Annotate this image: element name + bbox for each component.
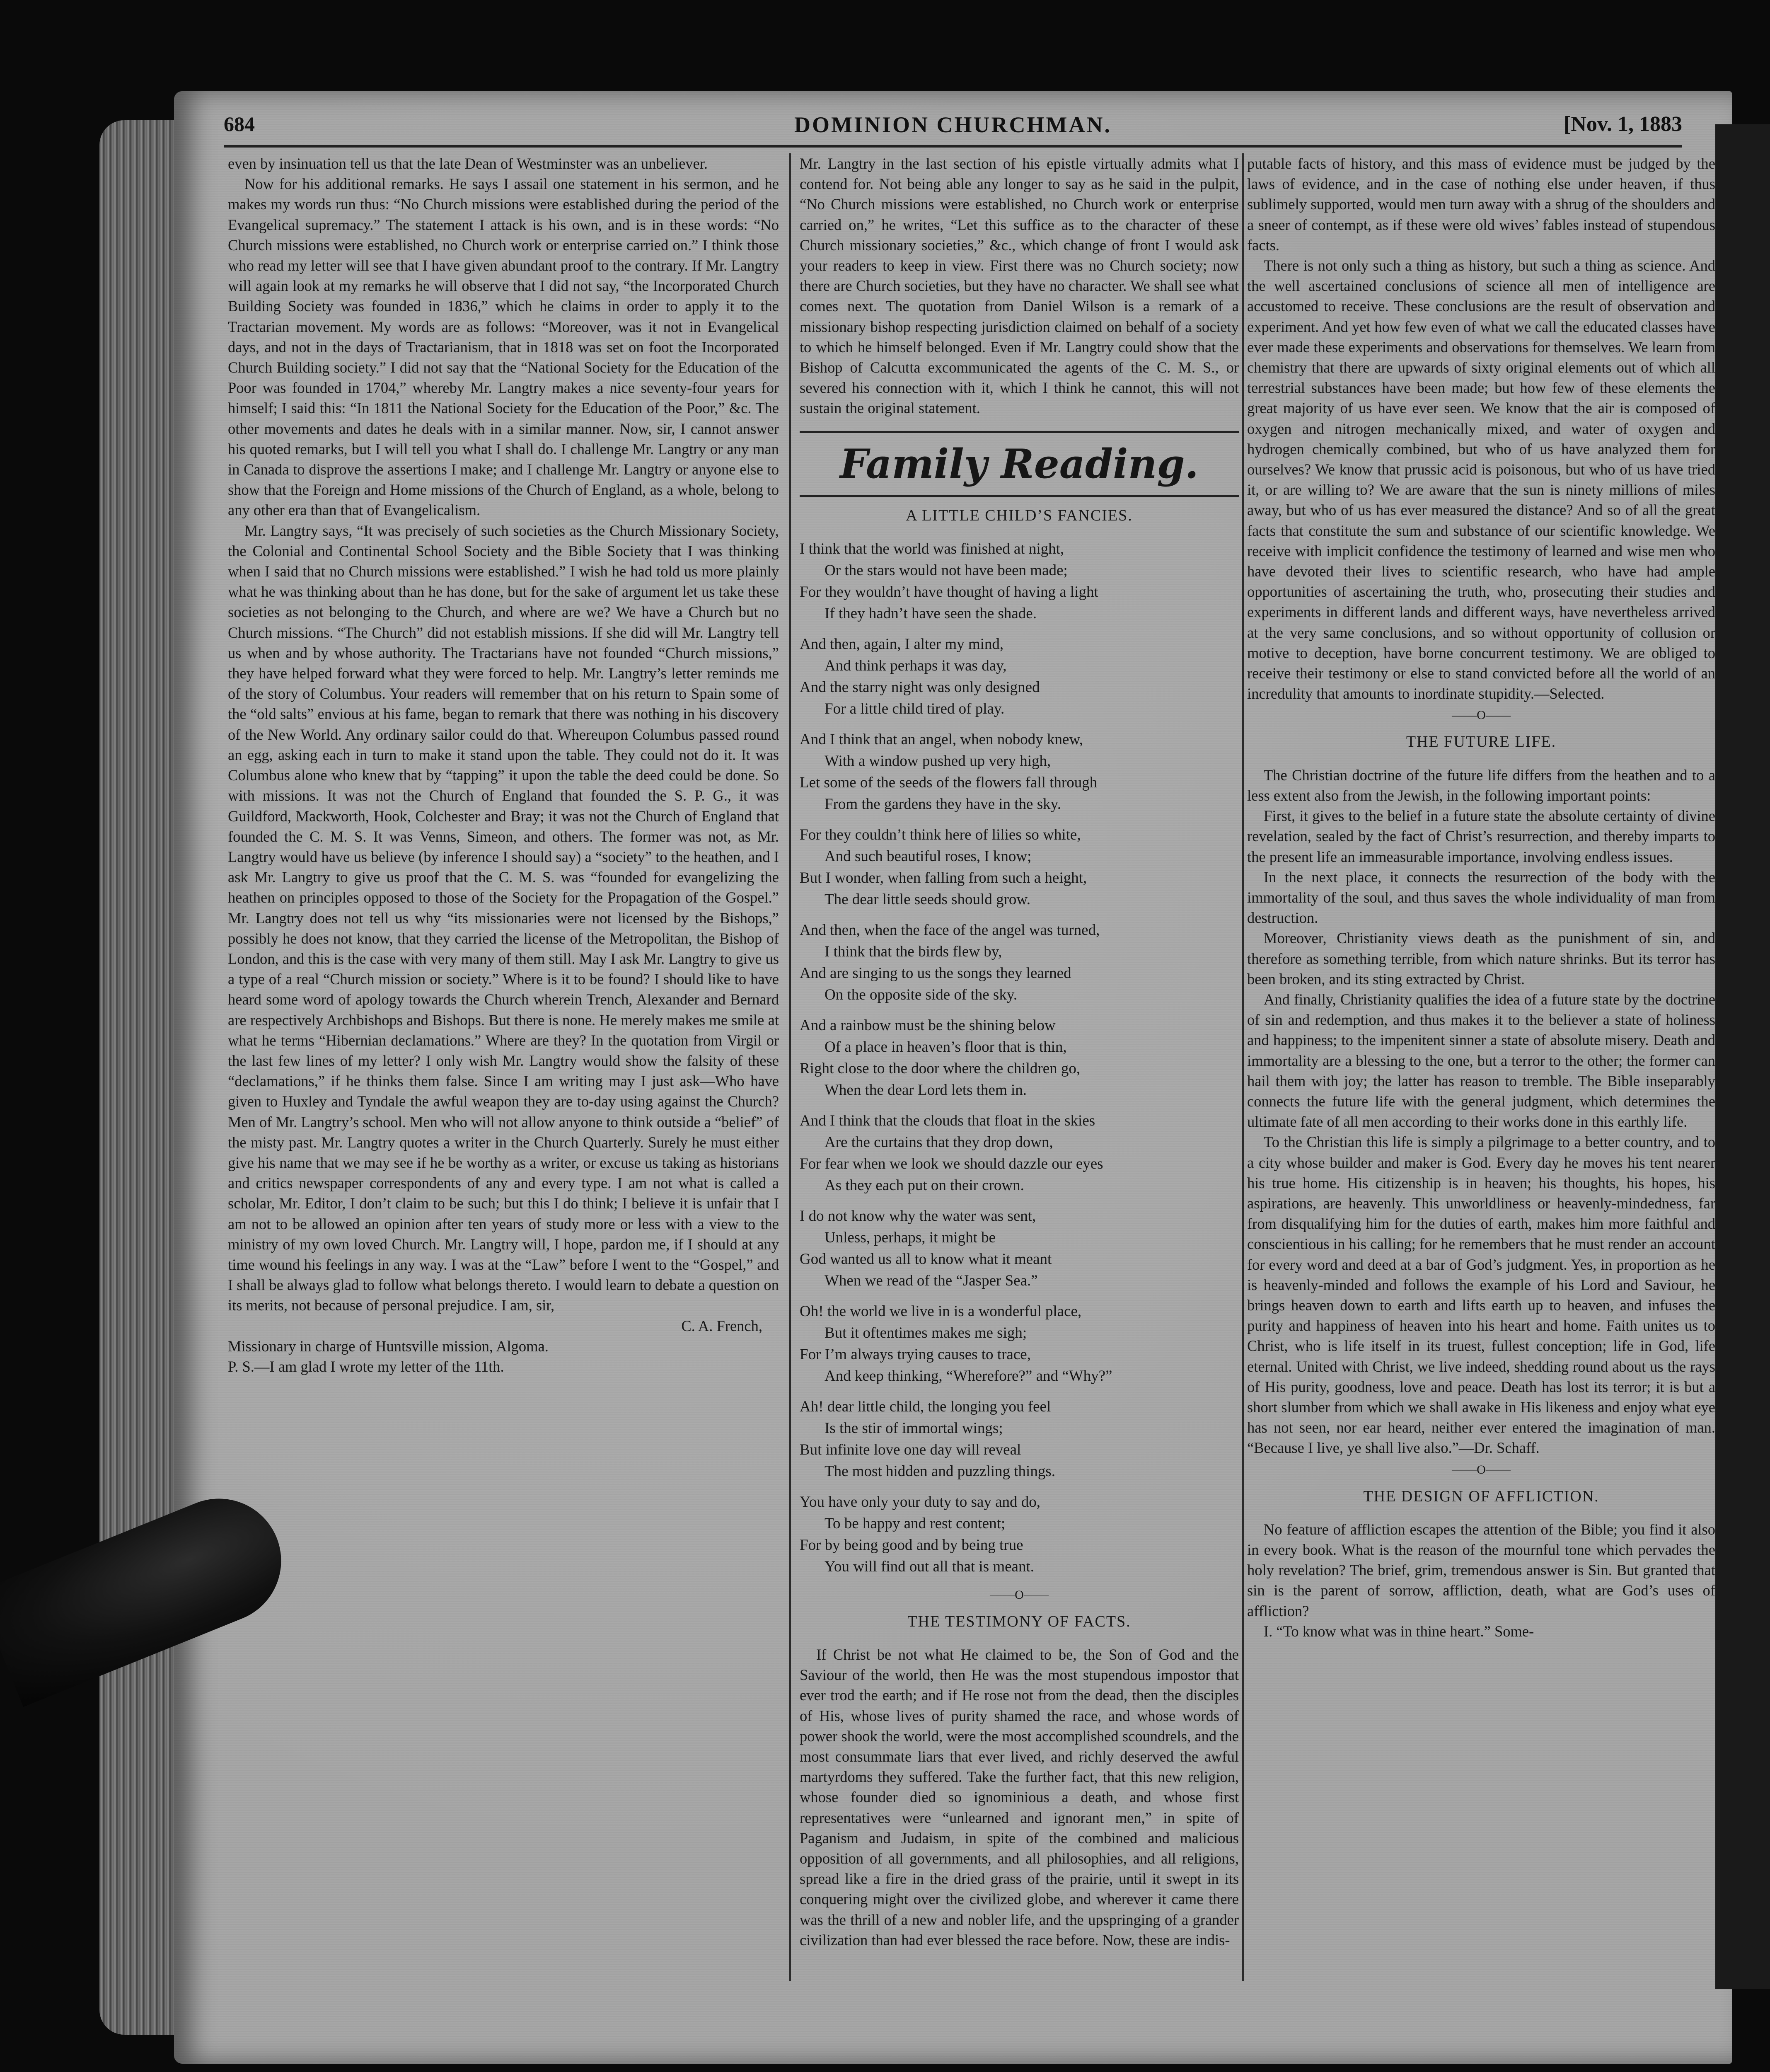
poem-line: But it oftentimes makes me sigh; — [825, 1324, 1027, 1341]
poem-line: For I’m always trying causes to trace, — [800, 1346, 1031, 1363]
divider: ——O—— — [1452, 708, 1511, 722]
poem-line: On the opposite side of the sky. — [825, 986, 1018, 1003]
paragraph: There is not only such a thing as history, but such a thing as science. And the well ascertained conclusions of science all men of intelligence are accustomed to receive. These conclusions are the result of observation and experiment. And yet how few even of what we call the educated classes have ever made these experiments and observations for themselves. We learn from chemistry that there are upwards of sixty original elements out of which all terrestrial substances have been made; but how few of these elements the great majority of us have ever seen. We know that the air is composed of oxygen and nitrogen mechanically mixed, and water of oxygen and hydrogen chemically combined, but who of us have analyzed them for ourselves? We know that prussic acid is poisonous, but who of us have tried it, or are willing to? We are aware that the sun is ninety millions of miles away, but who of us has ever measured the distance? And so of all the great facts that constitute the sum and substance of our scientific knowledge. We receive with implicit confidence the testimony of learned and wise men who have devoted their lives to scientific research, who have had ample opportunities of ascertaining the truth, who, prosecuting their studies and experiments in different lands and different ways, have nevertheless arrived at the very same conclusions, and so without opportunity of collusion or motive to deception, have borne concurrent testimony. We are obliged to receive their testimony or else to stand convicted before all the world of an incredulity that amounts to inordinate stupidity.—Selected. — [1247, 257, 1715, 702]
postscript: P. S.—I am glad I wrote my letter of the 11th. — [228, 1358, 504, 1375]
poem-line: And a rainbow must be the shining below — [800, 1017, 1056, 1034]
poem-stanza — [800, 1205, 1239, 1292]
poem-line: From the gardens they have in the sky. — [825, 795, 1061, 813]
paragraph: I. “To know what was in thine heart.” Some- — [1264, 1622, 1534, 1640]
paragraph: To the Christian this life is simply a pilgrimage to a better country, and to a city whose builder and maker is God. Every day he moves his tent nearer his true home. His citizenship is in heaven; his thoughts, his hopes, his aspirations, are heavenly. This unworldliness or heavenly-mindedness, far from disqualifying him for the duties of earth, makes him more faithful and conscientious in his calling; for he remembers that he must render an account for every word and deed at a bar of God’s judgment. Yes, in proportion as he is heavenly-minded and follows the example of his Lord and Saviour, he brings heaven down to earth and lifts earth up to heaven, and infuses the purity and happiness of heaven into his heart and home. Faith unites us to Christ, who is life itself in its truest, fullest conception; life in God, life eternal. United with Christ, we live indeed, shedding round about us the rays of His purity, goodness, love and peace. Death has lost its terror; it is but a short slumber from which we shall awake in His likeness and enjoy what eye has not seen, nor ear heard, neither ever entered the imagination of man. “Because I live, ye shall live also.”—Dr. Schaff. — [1247, 1133, 1715, 1457]
poem-line: And then, when the face of the angel was turned, — [800, 921, 1100, 939]
poem-line: And I think that the clouds that float in the skies — [800, 1112, 1095, 1129]
poem-line: Let some of the seeds of the flowers fall through — [800, 774, 1098, 791]
poem-line: For by being good and by being true — [800, 1536, 1023, 1554]
poem-line: The most hidden and puzzling things. — [825, 1462, 1055, 1480]
poem-line: When the dear Lord lets them in. — [825, 1081, 1027, 1099]
masthead: DOMINION CHURCHMAN. — [794, 112, 1112, 137]
paragraph: If Christ be not what He claimed to be, the Son of God and the Saviour of the world, then He was the most stupendous impostor that ever trod the earth; and if He rose not from the dead, then the disciples of His, whose lives of purity shamed the race, and whose words of power shook the world, were the most accomplished scoundrels, and the most consummate liars that ever lived, and richly deserved the awful martyrdoms they suffered. Take the further fact, that this new religion, whose founder died so ignominious a death, and whose first representatives were “unlearned and ignorant men,” in spite of Paganism and Judaism, in spite of the combined and malicious opposition of all governments, and all philosophies, and all religions, spread like a fire in the dried grass of the prairie, until it swept in its conquering might over the civilized globe, and wherever it came there was the thrill of a new and nobler life, and the upspringing of a grander civilization than had ever blessed the race before. Now, these are indis- — [800, 1646, 1239, 1949]
poem-line: Are the curtains that they drop down, — [825, 1133, 1053, 1151]
paragraph: Now for his additional remarks. He says I assail one statement in his sermon, and he makes my words run thus: “No Church missions were established during the period of the Evangelical supremacy.” The statement I attack is his own, and is in these words: “No Church missions were established, no Church work or enterprise carried on.” I think those who read my letter will see that I have given abundant proof to the contrary. If Mr. Langtry will again look at my remarks he will observe that I did not say, “the Incorporated Church Building Society was founded in 1836,” which he claims in order to apply it to the Tractarian movement. My words are as follows: “Moreover, was it not in Evangelical days, and not in the days of Tractarianism, that in 1818 was set on foot the Incorporated Church Building society.” I did not say that the “National Society for the Education of the Poor was founded in 1704,” whereby Mr. Langtry makes a nice seventy-four years for himself; I said this: “In 1811 the National Society for the Education of the Poor,” &c. The other movements and dates he deals with in a similar manner. Now, sir, I cannot answer his quoted remarks, but I will tell you what I shall do. I challenge Mr. Langtry or any man in Canada to disprove the assertions I make; and I challenge Mr. Langtry or anyone else to show that the Foreign and Home missions of the Church of England, as a whole, belong to any other era than that of Evangelicalism. — [228, 175, 779, 519]
poem-line: And I think that an angel, when nobody knew, — [800, 731, 1083, 748]
poem — [800, 538, 1239, 1578]
poem-line: I think that the world was finished at night, — [800, 540, 1064, 557]
poem-line: I think that the birds flew by, — [825, 943, 1002, 960]
page-number: 684 — [224, 112, 255, 136]
poem-stanza — [800, 824, 1239, 910]
paragraph: No feature of affliction escapes the attention of the Bible; you find it also in every book. What is the reason of the mournful tone which pervades the holy revelation? The brief, grim, tremendous answer is Sin. But granted that sin is the parent of sorrow, affliction, death, what are God’s uses of affliction? — [1247, 1520, 1715, 1619]
article-title: THE FUTURE LIFE. — [1406, 733, 1557, 751]
poem-line: But infinite love one day will reveal — [800, 1441, 1021, 1458]
column-middle — [800, 153, 1239, 1985]
header-rule — [224, 145, 1682, 148]
poem-line: Of a place in heaven’s floor that is thin, — [825, 1038, 1067, 1055]
poem-line: For they couldn’t think here of lilies so white, — [800, 826, 1081, 843]
divider: ——O—— — [990, 1588, 1049, 1602]
paragraph: First, it gives to the belief in a future state the absolute certainty of divine revelation, sealed by the fact of Christ’s resurrection, and thereby imparts to the present life an immeasurable importance, involving endless issues. — [1247, 807, 1715, 865]
poem-line: The dear little seeds should grow. — [825, 891, 1030, 908]
poem-line: And keep thinking, “Wherefore?” and “Why?” — [825, 1367, 1112, 1385]
poem-line: When we read of the “Jasper Sea.” — [825, 1272, 1038, 1289]
poem-stanza — [800, 1301, 1239, 1387]
poem-line: And think perhaps it was day, — [825, 657, 1007, 674]
paragraph: even by insinuation tell us that the late Dean of Westminster was an unbeliever. — [228, 155, 708, 172]
poem-line: To be happy and rest content; — [825, 1515, 1006, 1532]
poem-line: But I wonder, when falling from such a height, — [800, 869, 1087, 886]
poem-line: If they hadn’t have seen the shade. — [825, 605, 1037, 622]
poem-line: Right close to the door where the children go, — [800, 1060, 1081, 1077]
poem-line: And such beautiful roses, I know; — [825, 847, 1032, 865]
poem-stanza — [800, 1015, 1239, 1101]
divider: ——O—— — [1452, 1462, 1511, 1477]
poem-line: As they each put on their crown. — [825, 1176, 1024, 1194]
page-header — [224, 108, 1682, 145]
poem-line: God wanted us all to know what it meant — [800, 1250, 1052, 1268]
column-rule — [1242, 153, 1244, 1981]
paragraph: Mr. Langtry in the last section of his epistle virtually admits what I contend for. Not being able any longer to say as he said in the pulpit, “No Church missions were established, no Church work or enterprise carried on,” he writes, “Let this suffice as to the character of these Church missionary societies,” &c., which change of front I would ask your readers to keep in view. First there was no Church society; now there are Church societies, but they have no character. We shall see what comes next. The quotation from Daniel Wilson is a remark of a missionary bishop respecting jurisdiction claimed on behalf of a society to which he himself belonged. Even if Mr. Langtry could show that the Bishop of Calcutta excommunicated the agents of the C. M. S., or severed his connection with it, which I think he cannot, this will not sustain the original statement. — [800, 155, 1239, 417]
paragraph: The Christian doctrine of the future life differs from the heathen and to a less extent also from the Jewish, in the following important points: — [1247, 766, 1715, 804]
article-title: THE TESTIMONY OF FACTS. — [907, 1612, 1131, 1630]
section-title: Family Reading. — [800, 431, 1239, 497]
poem-stanza — [800, 634, 1239, 720]
book-gutter — [1715, 124, 1770, 1989]
issue-date: [Nov. 1, 1883 — [1564, 112, 1682, 136]
column-letter — [228, 153, 779, 1985]
column-right — [1247, 153, 1715, 1985]
poem-line: You have only your duty to say and do, — [800, 1493, 1041, 1510]
article-title: THE DESIGN OF AFFLICTION. — [1363, 1487, 1599, 1505]
poem-stanza — [800, 1396, 1239, 1482]
poem-line: For a little child tired of play. — [825, 700, 1005, 717]
paragraph: putable facts of history, and this mass of evidence must be judged by the laws of evidence, and in the case of nothing else under heaven, if thus sublimely supported, would men turn away with a shrug of the shoulders and a sneer of contempt, as if these were old wives’ fables instead of stupendous facts. — [1247, 155, 1715, 254]
poem-line: Unless, perhaps, it might be — [825, 1229, 996, 1246]
signature: C. A. French, — [681, 1317, 762, 1334]
poem-line: And then, again, I alter my mind, — [800, 635, 1004, 653]
poem-line: Oh! the world we live in is a wonderful place, — [800, 1302, 1082, 1320]
paragraph: Mr. Langtry says, “It was precisely of such societies as the Church Missionary Society, the Colonial and Continental School Society and the Bible Society that I was thinking when I said that no Church missions were established.” I wish he had told us more plainly what he was thinking about than he has done, but for the sake of argument let us take these societies as not belonging to the Church, and where are we? We have a Church but no Church missions. “The Church” did not establish missions. If she did will Mr. Langtry tell us when and by whose authority. The Tractarians have not founded “Church missions,” they have helped forward what they were forced to help. Mr. Langtry’s letter reminds me of the story of Columbus. Your readers will remember that on his return to Spain some of the “old salts” envious at his fame, began to remark that there was nothing in his discovery of the New World. Any ordinary sailor could do that. Whereupon Columbus passed round an egg, asking each in turn to make it stand upon the table. They could not do it. It was Columbus alone who knew that by “tapping” it upon the table the deed could be done. So with missions. It was not the Church of England that founded the S. P. G., it was Guildford, Mackworth, Hook, Colchester and Bray; it was not the Church of England that founded the C. M. S. It was Venns, Simeon, and others. The former was not, as Mr. Langtry would have us believe (by inference I should say) a “society” to the heathen, and I ask Mr. Langtry to give us proof that the C. M. S. was “founded for evangelizing the heathen on principles opposed to those of the Society for the Propagation of the Gospel.” Mr. Langtry does not tell us why “its missionaries were not licensed by the Bishops,” possibly he does not know, that they carried the license of the Metropolitan, the Bishop of London, and this is the case with very many of them still. May I ask Mr. Langtry to give us a type of a real “Church mission or society.” Where is it to be found? I should like to have heard some word of apology towards the Church wherein Trench, Alexander and Bernard are respectively Archbishops and Bishops. But there is none. He merely makes me smile at what he terms “Hibernian declamations.” Where are they? In the quotation from Virgil or the last few lines of my letter? I only wish Mr. Langtry would show the falsity of these “declamations,” if he thinks them false. Since I am writing may I just ask—Who have given to Huxley and Tyndale the awful weapon they are to-day using against the Church? Men of Mr. Langtry’s school. Men who will not allow anyone to think outside a “belief” of the misty past. Mr. Langtry quotes a writer in the Church Quarterly. Surely he must either give his name that we may see if he be worthy as a writer, or excuse us taking as historians and critics newspaper correspondents of any and every type. I am not what is called a scholar, Mr. Editor, I don’t claim to be such; but this I do think; I believe it is unfair that I am not to be allowed an opinion after ten years of study more or less with a view to the ministry of my own loved Church. Mr. Langtry will, I hope, pardon me, if I should at any time wound his feelings in any way. I was at the “Law” before I went to the “Gospel,” and I shall be always glad to follow what belongs thereto. I would learn to debate a question on its merits, not because of personal prejudice. I am, sir, — [228, 522, 779, 1314]
poem-line: And the starry night was only designed — [800, 678, 1040, 696]
paragraph: Moreover, Christianity views death as the punishment of sin, and therefore as something terrible, from which nature shrinks. But its terror has been broken, and its sting extracted by Christ. — [1247, 929, 1715, 988]
poem-line: For they wouldn’t have thought of having a light — [800, 583, 1098, 600]
column-rule — [789, 153, 791, 1981]
poem-stanza — [800, 1110, 1239, 1196]
poem-stanza — [800, 1491, 1239, 1578]
poem-stanza — [800, 729, 1239, 815]
paragraph: In the next place, it connects the resurrection of the body with the immortality of the soul, and thus saves the whole individuality of man from destruction. — [1247, 868, 1715, 927]
poem-line: With a window pushed up very high, — [825, 752, 1051, 770]
poem-line: For fear when we look we should dazzle our eyes — [800, 1155, 1103, 1172]
poem-line: You will find out all that is meant. — [825, 1558, 1035, 1575]
signature-role: Missionary in charge of Huntsville mission, Algoma. — [228, 1337, 549, 1355]
poem-line: Is the stir of immortal wings; — [825, 1419, 1003, 1437]
poem-stanza — [800, 538, 1239, 625]
poem-stanza — [800, 920, 1239, 1006]
poem-line: Or the stars would not have been made; — [825, 562, 1068, 579]
paragraph: And finally, Christianity qualifies the idea of a future state by the doctrine of sin and redemption, and thus makes it to the believer a state of holiness and happiness; to the impenitent sinner a state of absolute misery. Death and immortality are a blessing to the one, but a terror to the other; the former can hail them with joy; the latter has reason to tremble. The Bible inseparably connects the future life with the general judgment, which determines the ultimate fate of all men according to their works done in this earthly life. — [1247, 990, 1715, 1130]
poem-line: I do not know why the water was sent, — [800, 1207, 1036, 1225]
poem-line: And are singing to us the songs they learned — [800, 964, 1071, 982]
poem-title: A LITTLE CHILD’S FANCIES. — [906, 506, 1133, 524]
poem-line: Ah! dear little child, the longing you feel — [800, 1398, 1051, 1415]
